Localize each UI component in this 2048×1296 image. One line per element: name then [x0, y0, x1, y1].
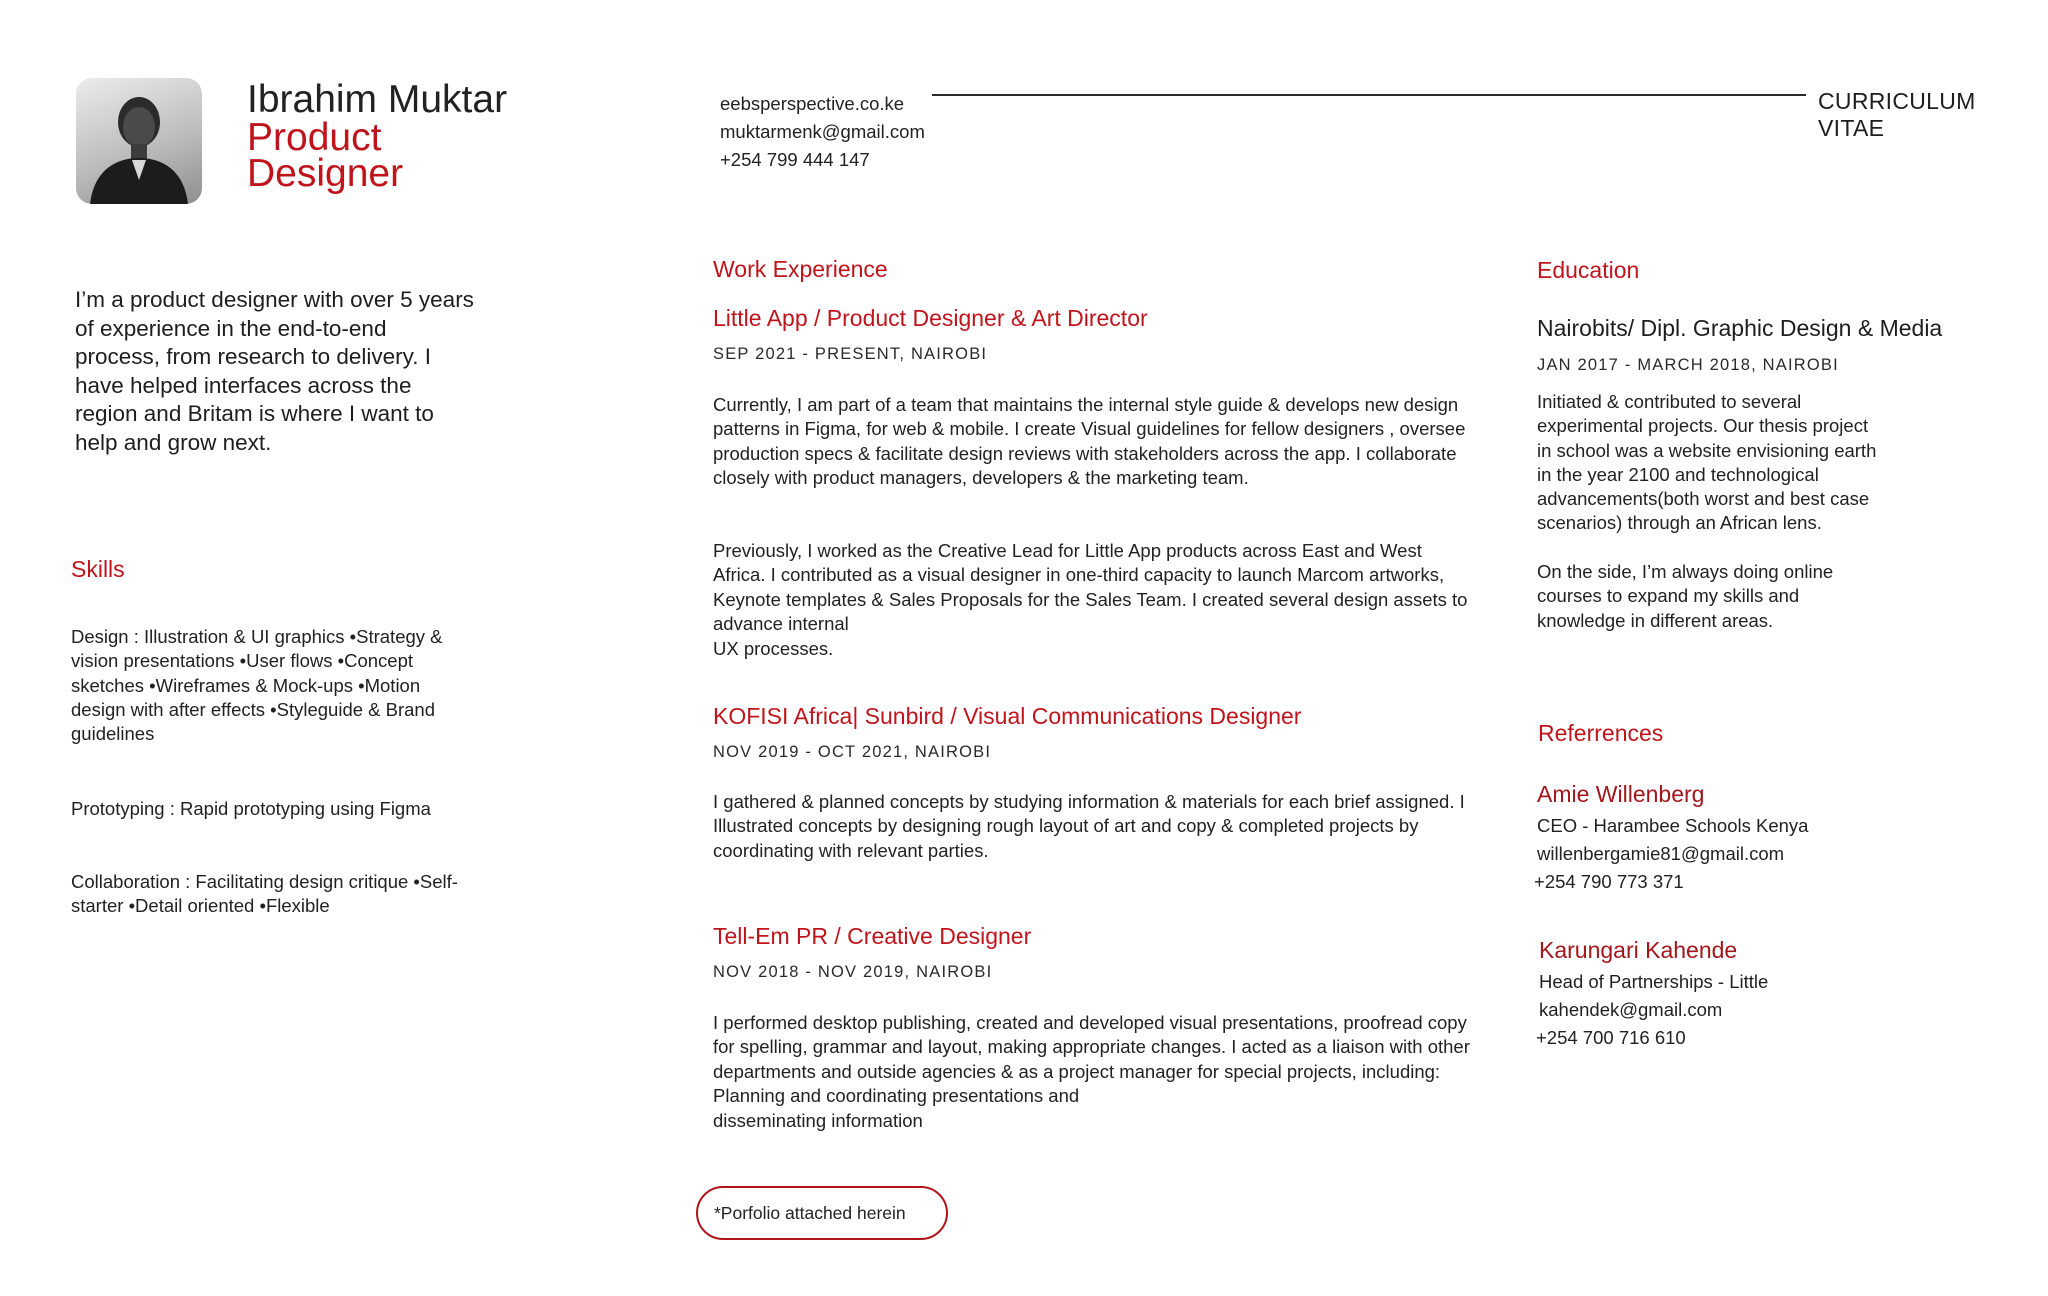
reference-position: CEO - Harambee Schools Kenya: [1537, 815, 1809, 836]
job-date-little-app: SEP 2021 - PRESENT, NAIROBI: [713, 345, 988, 363]
reference-name: Karungari Kahende: [1539, 937, 1738, 963]
profile-summary: I’m a product designer with over 5 years of experience in the end-to-end process, from research to delivery. I have helped interfaces across the region and Britam is where I want to help and grow next.: [75, 287, 474, 455]
reference-name: Amie Willenberg: [1537, 781, 1705, 807]
skill-design: Design : Illustration & UI graphics •Strategy & vision presentations •User flows •Concept sketches •Wireframes & Mock-ups •Motion design with after effects •Styleguide & Brand guidelines: [71, 626, 443, 745]
job-description-tell-em: I performed desktop publishing, created and developed visual presentations, proofread copy for spelling, grammar and layout, making appropriate changes. I acted as a liaison with other departments and outside agencies & as a project manager for special projects, including: Planning and coordinating presentations and disseminating information: [713, 1012, 1470, 1131]
reference-phone: +254 790 773 371: [1534, 871, 1684, 892]
education-description: Initiated & contributed to several experimental projects. Our thesis project in school was a website envisioning earth in the year 2100 and technological advancements(both worst and best case scenarios) through an African lens.: [1537, 391, 1877, 534]
candidate-role: Product Designer: [247, 116, 404, 195]
contact-website[interactable]: eebsperspective.co.ke: [720, 93, 905, 114]
reference-details: [1536, 968, 1769, 1052]
education-heading: Education: [1537, 257, 1640, 283]
candidate-name: Ibrahim Muktar: [247, 78, 508, 121]
job-date-kofisi: NOV 2019 - OCT 2021, NAIROBI: [713, 743, 992, 761]
portfolio-note-text: *Porfolio attached herein: [714, 1202, 906, 1223]
header-divider: [932, 94, 1806, 96]
references-heading: Referrences: [1538, 720, 1664, 746]
contact-phone: +254 799 444 147: [720, 149, 870, 170]
job-title-tell-em: Tell-Em PR / Creative Designer: [713, 923, 1032, 949]
contact-list: [720, 90, 925, 174]
reference-position: Head of Partnerships - Little: [1539, 971, 1769, 992]
reference-email[interactable]: willenbergamie81@gmail.com: [1537, 843, 1785, 864]
job-description-little-app-current: Currently, I am part of a team that maintains the internal style guide & develops new design patterns in Figma, for web & mobile. I create Visual guidelines for fellow designers , oversee production specs & facilitate design reviews with stakeholders across the app. I collaborate closely with product managers, developers & the marketing team.: [713, 394, 1466, 489]
education-side-note: On the side, I’m always doing online courses to expand my skills and knowledge in different areas.: [1537, 561, 1834, 631]
profile-photo: [76, 78, 202, 204]
job-description-kofisi: I gathered & planned concepts by studying information & materials for each brief assigned. I Illustrated concepts by designing rough layout of art and copy & completed projects by coordinating with relevant parties.: [713, 791, 1465, 861]
job-description-little-app-previous: Previously, I worked as the Creative Lead for Little App products across East and West Africa. I contributed as a visual designer in one-third capacity to launch Marcom artworks, Keynote templates & Sales Proposals for the Sales Team. I created several design assets to advance internal UX processes.: [713, 540, 1468, 659]
document-title: CURRICULUM VITAE: [1818, 88, 1976, 141]
reference-email[interactable]: kahendek@gmail.com: [1539, 999, 1723, 1020]
job-title-little-app: Little App / Product Designer & Art Director: [713, 305, 1148, 331]
portfolio-note-badge: [696, 1186, 948, 1240]
contact-email[interactable]: muktarmenk@gmail.com: [720, 121, 925, 142]
skills-heading: Skills: [71, 556, 125, 582]
education-title: Nairobits/ Dipl. Graphic Design & Media: [1537, 315, 1943, 341]
person-silhouette-icon: [76, 78, 202, 204]
skill-collaboration: Collaboration : Facilitating design critique •Self-starter •Detail oriented •Flexible: [71, 871, 458, 917]
education-date: JAN 2017 - MARCH 2018, NAIROBI: [1537, 356, 1839, 374]
reference-details: [1534, 812, 1809, 896]
skill-prototyping: Prototyping : Rapid prototyping using Figma: [71, 798, 431, 819]
work-experience-heading: Work Experience: [713, 256, 888, 282]
job-title-kofisi: KOFISI Africa| Sunbird / Visual Communications Designer: [713, 703, 1302, 729]
reference-phone: +254 700 716 610: [1536, 1027, 1686, 1048]
job-date-tell-em: NOV 2018 - NOV 2019, NAIROBI: [713, 963, 993, 981]
